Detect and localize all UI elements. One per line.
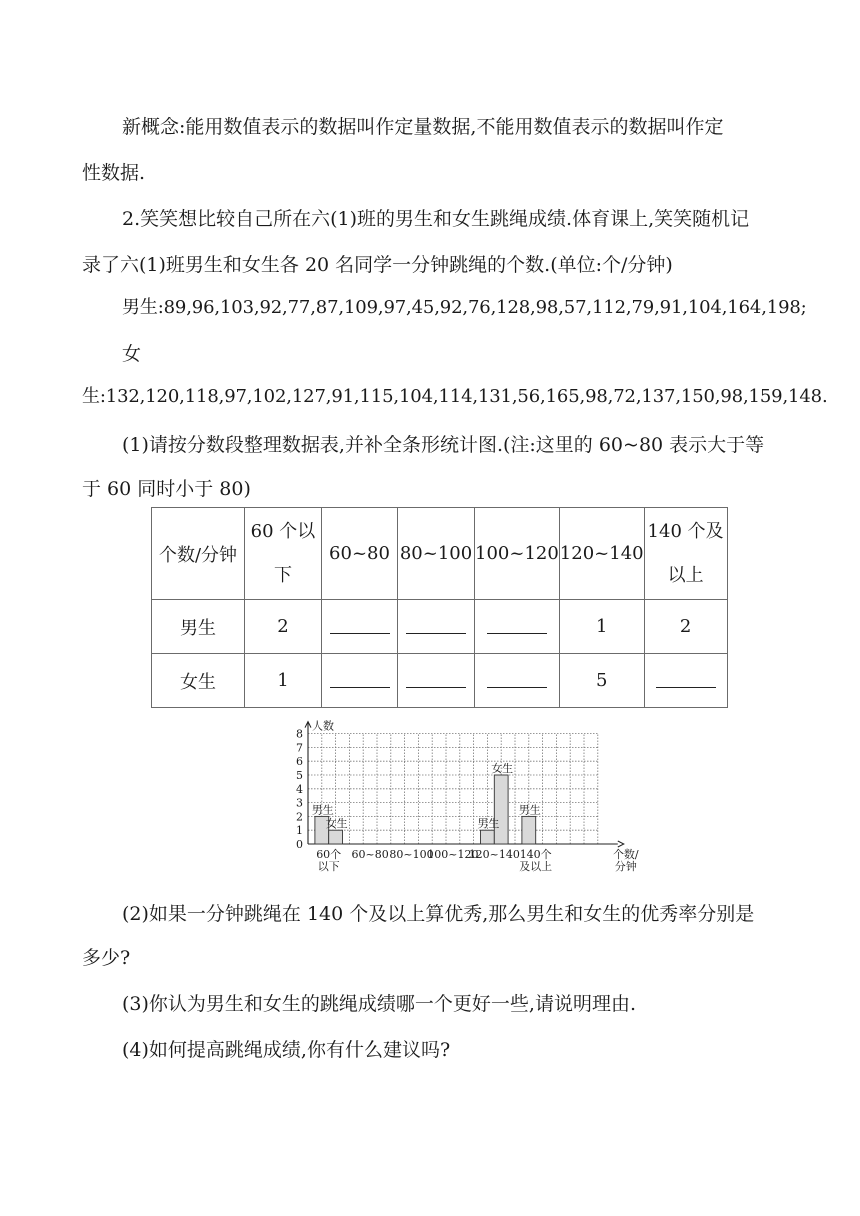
y-tick-label: 3 xyxy=(296,796,303,810)
y-tick-label: 0 xyxy=(296,838,303,851)
x-axis-label: 个数/ xyxy=(612,848,639,861)
y-tick-label: 6 xyxy=(296,755,303,769)
question-2-cont: 多少? xyxy=(82,947,131,969)
question-1: (1)请按分数段整理数据表,并补全条形统计图.(注:这里的 60~80 表示大于等 xyxy=(122,434,765,456)
bar-boys xyxy=(522,816,536,844)
bar-label-boys: 男生 xyxy=(311,803,334,817)
girls-below-60: 1 xyxy=(245,654,322,708)
x-tick-label: 120~140 xyxy=(468,848,520,861)
x-axis-label: 分钟 xyxy=(614,860,637,873)
boys-140-plus: 2 xyxy=(644,600,727,654)
boys-60-80-blank[interactable] xyxy=(322,600,398,654)
bar-boys xyxy=(481,830,495,844)
data-table xyxy=(151,507,728,708)
girls-140-plus-blank[interactable] xyxy=(644,654,727,708)
chart-axes xyxy=(305,722,624,847)
y-tick-label: 2 xyxy=(296,810,303,824)
bar-label-boys: 男生 xyxy=(518,803,541,817)
girls-120-140: 5 xyxy=(559,654,644,708)
chart-labels xyxy=(296,719,639,873)
y-tick-label: 7 xyxy=(296,741,303,755)
y-tick-label: 8 xyxy=(296,727,303,741)
bar-label-boys: 男生 xyxy=(477,817,500,831)
bar-label-girls: 女生 xyxy=(325,817,348,831)
question-2: (2)如果一分钟跳绳在 140 个及以上算优秀,那么男生和女生的优秀率分别是 xyxy=(122,903,755,925)
question-3: (3)你认为男生和女生的跳绳成绩哪一个更好一些,请说明理由. xyxy=(122,993,636,1015)
bar-girls xyxy=(329,830,343,844)
girls-80-100-blank[interactable] xyxy=(398,654,475,708)
boys-below-60: 2 xyxy=(245,600,322,654)
girls-label: 女 xyxy=(122,343,142,365)
bar-label-girls: 女生 xyxy=(491,762,514,775)
x-tick-label: 以下 xyxy=(317,860,340,873)
y-tick-label: 4 xyxy=(296,782,303,796)
question-4: (4)如何提高跳绳成绩,你有什么建议吗? xyxy=(122,1039,451,1061)
header-100-120: 100~120 xyxy=(475,508,560,600)
x-tick-label: 80~100 xyxy=(389,848,434,861)
bar-girls xyxy=(494,775,508,844)
header-140-plus: 140 个及 以上 xyxy=(644,508,727,600)
boys-100-120-blank[interactable] xyxy=(475,600,560,654)
paragraph-concept-cont: 性数据. xyxy=(82,162,146,184)
table-row-girls xyxy=(152,654,728,708)
chart-bars xyxy=(315,775,536,844)
boys-120-140: 1 xyxy=(559,600,644,654)
x-tick-label: 60~80 xyxy=(351,848,389,861)
paragraph-concept: 新概念:能用数值表示的数据叫作定量数据,不能用数值表示的数据叫作定 xyxy=(122,116,724,138)
x-tick-label: 100~120 xyxy=(427,848,479,861)
question-1-cont: 于 60 同时小于 80) xyxy=(82,478,251,500)
girls-100-120-blank[interactable] xyxy=(475,654,560,708)
question-intro-cont: 录了六(1)班男生和女生各 20 名同学一分钟跳绳的个数.(单位:个/分钟) xyxy=(82,254,673,276)
header-120-140: 120~140 xyxy=(559,508,644,600)
header-80-100: 80~100 xyxy=(398,508,475,600)
question-intro: 2.笑笑想比较自己所在六(1)班的男生和女生跳绳成绩.体育课上,笑笑随机记 xyxy=(122,208,750,230)
table-header-row xyxy=(152,508,728,600)
x-tick-label: 及以上 xyxy=(519,860,553,873)
x-tick-label: 60个 xyxy=(316,848,342,861)
x-axis-arrow xyxy=(618,841,624,847)
y-axis-label: 人数 xyxy=(312,719,334,733)
row-label-girls: 女生 xyxy=(152,654,245,708)
y-tick-label: 1 xyxy=(296,824,303,838)
chart-grid xyxy=(308,734,598,844)
boys-80-100-blank[interactable] xyxy=(398,600,475,654)
header-below-60: 60 个以 下 xyxy=(245,508,322,600)
header-count: 个数/分钟 xyxy=(152,508,245,600)
row-label-boys: 男生 xyxy=(152,600,245,654)
y-tick-label: 5 xyxy=(296,769,303,782)
header-60-80: 60~80 xyxy=(322,508,398,600)
boys-data: 男生:89,96,103,92,77,87,109,97,45,92,76,128,98,57,112,79,91,104,164,198; xyxy=(122,297,807,318)
table-row-boys xyxy=(152,600,728,654)
girls-data: 生:132,120,118,97,102,127,91,115,104,114,131,56,165,98,72,137,150,98,159,148. xyxy=(82,386,828,407)
bar-chart xyxy=(284,712,639,878)
x-tick-label: 140个 xyxy=(519,848,552,861)
girls-60-80-blank[interactable] xyxy=(322,654,398,708)
